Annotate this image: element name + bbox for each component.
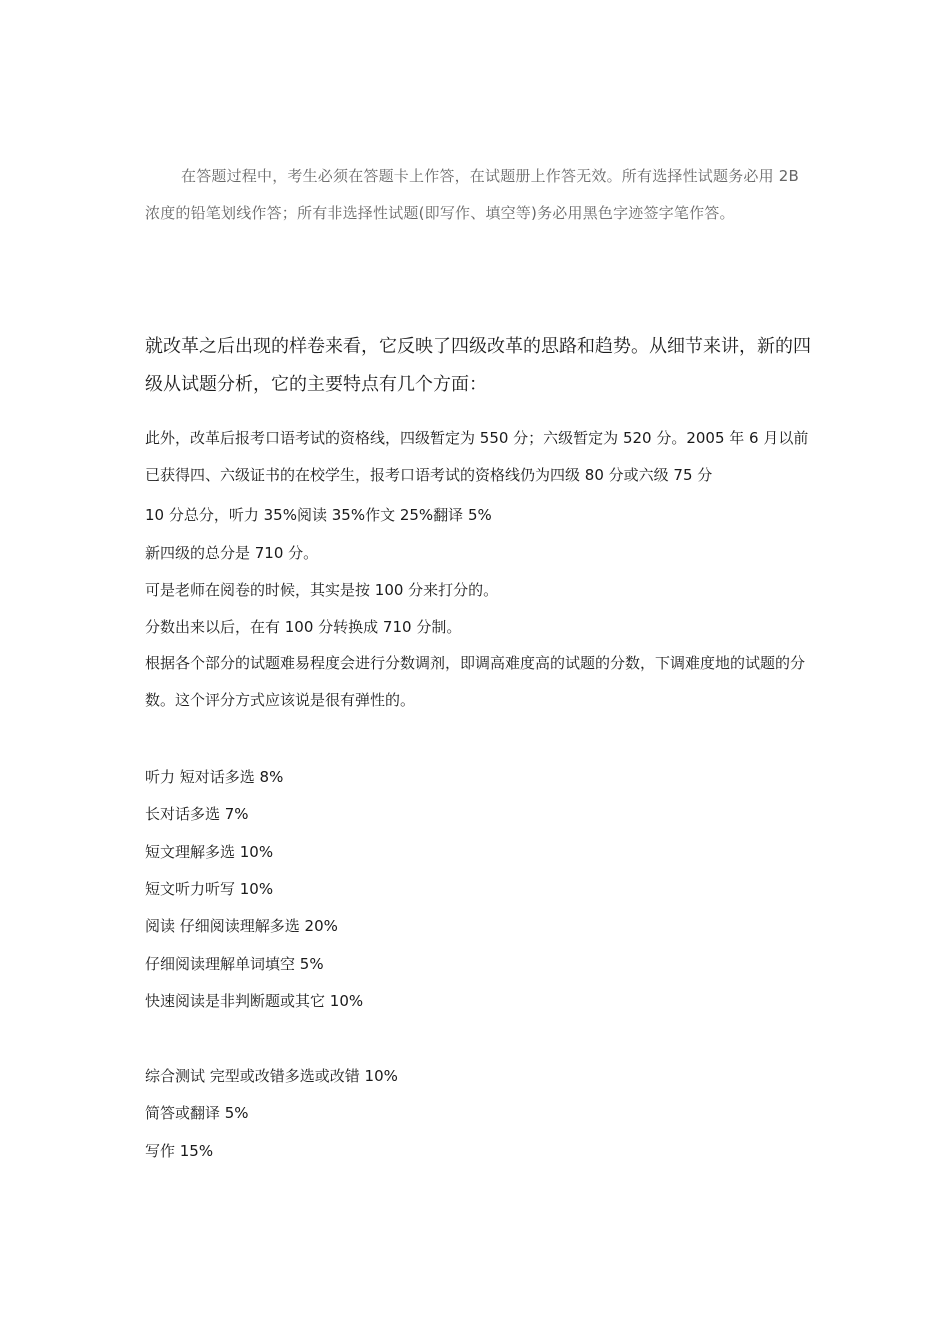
- breakdown-item: 阅读 仔细阅读理解多选 20%: [145, 917, 338, 935]
- breakdown-item: 写作 15%: [145, 1142, 214, 1160]
- lead-paragraph: 就改革之后出现的样卷来看，它反映了四级改革的思路和趋势。从细节来讲，新的四级从试题分析，它的主要特点有几个方面：: [145, 336, 811, 395]
- adjust-paragraph: 根据各个部分的试题难易程度会进行分数调剂，即调高难度高的试题的分数，下调难度地的试题的分数。这个评分方式应该说是很有弹性的。: [145, 654, 806, 709]
- breakdown-item: 简答或翻译 5%: [145, 1104, 249, 1122]
- score-line: 新四级的总分是 710 分。: [145, 544, 319, 562]
- breakdown-item: 听力 短对话多选 8%: [145, 768, 284, 786]
- breakdown-item: 长对话多选 7%: [145, 805, 249, 823]
- breakdown-item: 短文理解多选 10%: [145, 843, 274, 861]
- breakdown-item: 综合测试 完型或改错多选或改错 10%: [145, 1067, 398, 1085]
- score-line: 10 分总分，听力 35%阅读 35%作文 25%翻译 5%: [145, 506, 492, 524]
- breakdown-item: 仔细阅读理解单词填空 5%: [145, 955, 324, 973]
- breakdown-item: 快速阅读是非判断题或其它 10%: [145, 992, 364, 1010]
- score-line: 分数出来以后，在有 100 分转换成 710 分制。: [145, 618, 462, 636]
- score-line: 可是老师在阅卷的时候，其实是按 100 分来打分的。: [145, 581, 499, 599]
- details-paragraph: 此外，改革后报考口语考试的资格线，四级暂定为 550 分；六级暂定为 520 分。2005 年 6 月以前已获得四、六级证书的在校学生，报考口语考试的资格线仍为四级 80 分或六级 75 分: [145, 429, 809, 484]
- intro-paragraph: 在答题过程中，考生必须在答题卡上作答，在试题册上作答无效。所有选择性试题务必用 2B 浓度的铅笔划线作答；所有非选择性试题(即写作、填空等)务必用黑色字迹签字笔作答。: [145, 167, 800, 222]
- breakdown-item: 短文听力听写 10%: [145, 880, 274, 898]
